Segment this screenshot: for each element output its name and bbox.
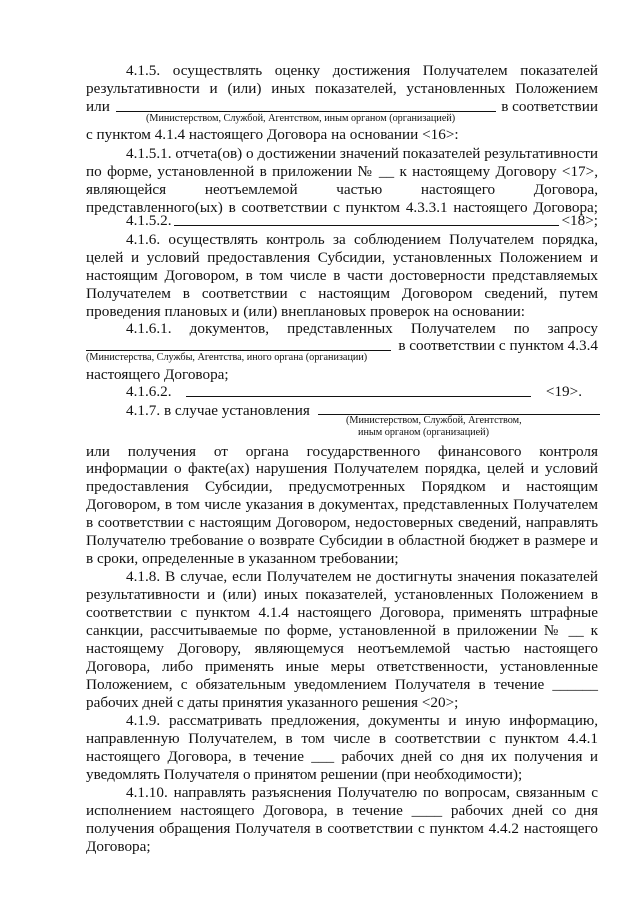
text-line: результативности и (или) иных показателей, установленных Положением в [86,586,598,603]
text-line: 4.1.5. осуществлять оценку достижения Получателем показателей [126,62,598,79]
text-line: 4.1.8. В случае, если Получателем не достигнуты значения показателей [126,568,598,585]
text-line: проведения плановых и (или) внеплановых проверок на основании: [86,303,525,320]
text-line: 4.1.6.1. документов, представленных Получателем по запросу [126,320,598,337]
text-line: 4.1.6. осуществлять контроль за соблюдением Получателем порядка, [126,231,598,248]
text-fragment: или [86,98,110,115]
text-line: 4.1.9. рассматривать предложения, документы и иную информацию, [126,712,598,729]
text-line: по форме, установленной в приложении № __ к настоящему Договору <17>, [86,163,598,180]
text-line: 4.1.5.1. отчета(ов) о достижении значений показателей результативности [126,145,598,162]
text-fragment: <19>. [545,383,582,400]
text-line: целей и условий предоставления Субсидии, установленных Положением и [86,249,598,266]
text-fragment: в соответствии [501,98,598,115]
text-fragment: 4.1.6.2. [126,383,172,400]
text-line: Получателю требование о возврате Субсидии в областной бюджет в размере и [86,532,598,549]
text-line: 4.1.10. направлять разъяснения Получателю по вопросам, связанным с [126,784,598,801]
text-line: Договора; [86,838,151,855]
field-caption: (Министерством, Службой, Агентством, иным органом (организацией) [146,113,456,124]
text-line: предоставления Субсидии, предусмотренных Порядком и настоящим [86,478,598,495]
text-line: в соответствии с настоящим Договором, недостоверных сведений, направлять [86,514,598,531]
text-line: Получателем в соответствии с настоящим Договором сведений, путем [86,285,598,302]
text-line: Договором, в том числе указания в документах, представленных Получателем [86,496,598,513]
text-line: или получения от органа государственного финансового контроля [86,443,598,460]
text-line: настоящим Договором, в том числе в части достоверности представляемых [86,267,598,284]
blank-field [116,98,496,112]
text-line: соответствии с пунктом 4.1.4 настоящего Договора, применять штрафные [86,604,598,621]
field-caption: (Министерством, Службой, Агентством, [346,415,522,426]
text-line: Договора, либо применять иные меры ответственности, установленные [86,658,598,675]
text-line: являющейся неотъемлемой частью настоящего Договора, [86,181,598,198]
text-line: рабочих дней с даты принятия указанного решения <20>; [86,694,459,711]
text-line: направленную Получателем, в том числе в соответствии с пунктом 4.4.1 [86,730,598,747]
text-line: уведомлять Получателя о принятом решении (при необходимости); [86,766,523,783]
text-line: результативности и (или) иных показателей, установленных Положением [86,80,598,97]
text-fragment: <18>; [561,212,598,229]
text-fragment: в соответствии с пунктом 4.3.4 [398,337,598,354]
text-line: настоящему Договору, являющемуся неотъемлемой частью настоящего [86,640,598,657]
text-line: исполнением настоящего Договора, в течение ____ рабочих дней со дня [86,802,598,819]
text-line [126,212,598,230]
text-fragment: 4.1.7. в случае установления [126,402,310,419]
text-fragment: 4.1.5.2. [126,212,172,229]
blank-field [186,383,531,397]
text-line: настоящего Договора; [86,366,229,383]
text-line: настоящего Договора, в течение ___ рабочих дней со дня их получения и [86,748,598,765]
blank-field [318,401,600,415]
field-caption: (Министерства, Службы, Агентства, иного органа (организации) [86,352,368,363]
text-line: представленного(ых) в соответствии с пунктом 4.3.3.1 настоящего Договора; [86,199,598,216]
field-caption: иным органом (организацией) [358,427,489,438]
text-line: Положением, с обязательным уведомлением Получателя в течение ______ [86,676,598,693]
text-line: информации о факте(ах) нарушения Получателем порядка, целей и условий [86,460,598,477]
text-line [126,383,582,401]
blank-field [174,212,559,226]
text-line: с пунктом 4.1.4 настоящего Договора на основании <16>: [86,126,459,143]
text-line: получения обращения Получателя в соответствии с пунктом 4.4.2 настоящего [86,820,598,837]
blank-field [86,337,391,351]
text-line: санкции, рассчитываемые по форме, установленной в приложении № __ к [86,622,598,639]
text-line: в сроки, определенные в указанном требовании; [86,550,399,567]
